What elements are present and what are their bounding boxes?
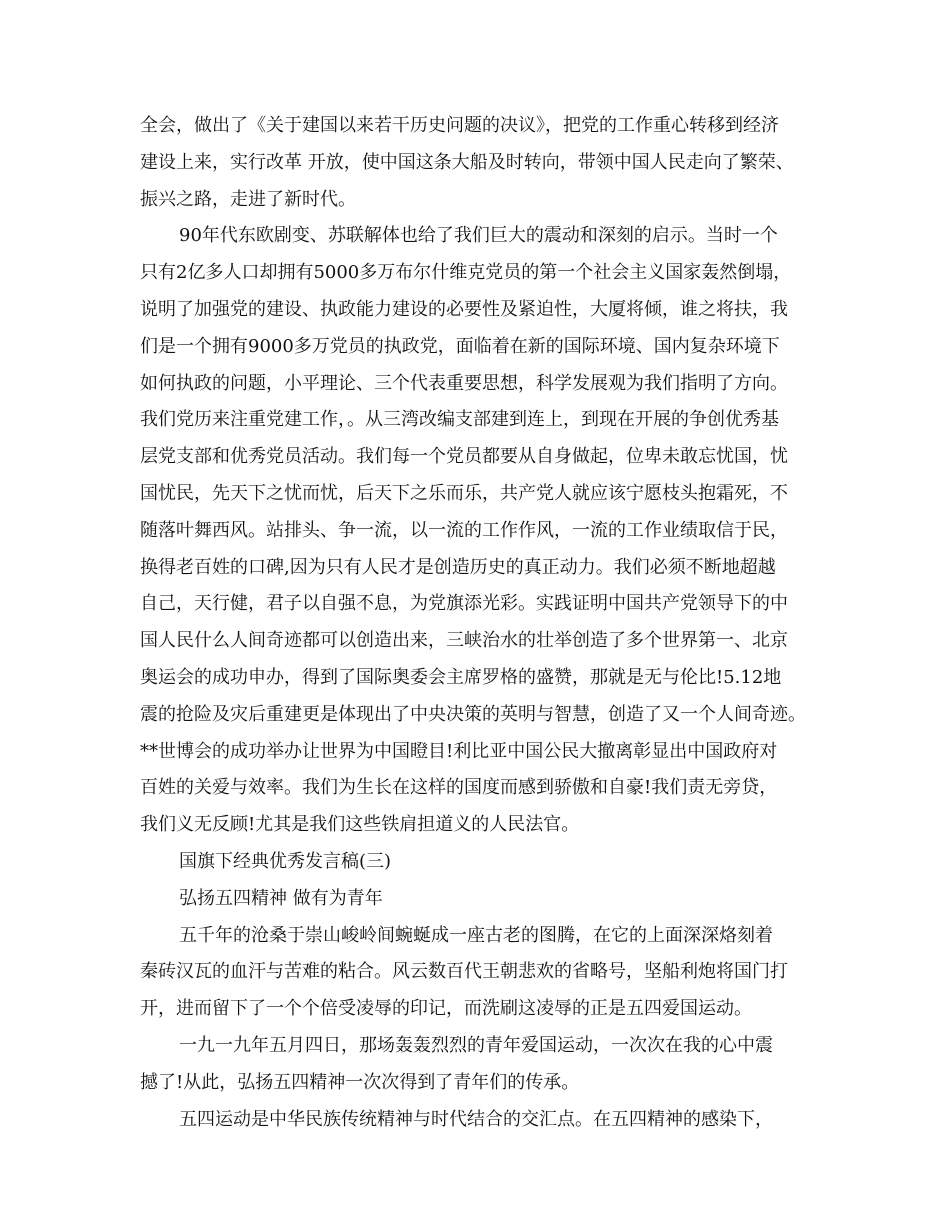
text-line: 全会，做出了《关于建国以来若干历史问题的决议》，把党的工作重心转移到经济 [140, 115, 779, 136]
text-line: **世博会的成功举办让世界为中国瞪目!利比亚中国公民大撤离彰显出中国政府对 [140, 740, 778, 762]
text-line: 说明了加强党的建设、执政能力建设的必要性及紧迫性，大厦将倾，谁之将扶，我 [140, 298, 788, 320]
text-line: 振兴之路，走进了新时代。 [140, 188, 356, 210]
text-line: 五千年的沧桑于崇山峻岭间蜿蜒成一座古老的图腾，在它的上面深深烙刻着 [179, 924, 773, 946]
text-line: 我们党历来注重党建工作，。从三湾改编支部建到连上，到现在开展的争创优秀基 [140, 409, 779, 431]
text-line: 国旗下经典优秀发言稿(三) [179, 850, 392, 872]
text-line: 开，进而留下了一个个倍受凌辱的印记，而洗刷这凌辱的正是五四爱国运动。 [140, 998, 752, 1020]
text-line: 我们义无反顾!尤其是我们这些铁肩担道义的人民法官。 [140, 814, 580, 836]
document-body [140, 108, 830, 1138]
text-line: 撼了!从此，弘扬五四精神一次次得到了青年们的传承。 [140, 1071, 580, 1093]
text-line: 弘扬五四精神 做有为青年 [179, 887, 383, 909]
text-line: 震的抢险及灾后重建更是体现出了中央决策的英明与智慧，创造了又一个人间奇迹。 [140, 703, 806, 725]
text-line: 百姓的关爱与效率。我们为生长在这样的国度而感到骄傲和自豪!我们责无旁贷， [140, 777, 778, 799]
text-line: 层党支部和优秀党员活动。我们每一个党员都要从自身做起，位卑未敢忘忧国，忧 [140, 446, 788, 468]
text-line: 一九一九年五月四日，那场轰轰烈烈的青年爱国运动，一次次在我的心中震 [179, 1034, 773, 1056]
text-line: 换得老百姓的口碑,因为只有人民才是创造历史的真正动力。我们必须不断地超越 [140, 556, 776, 578]
text-line: 随落叶舞西风。站排头、争一流，以一流的工作作风，一流的工作业绩取信于民， [140, 519, 788, 541]
text-line: 们是一个拥有9000多万党员的执政党，面临着在新的国际环境、国内复杂环境下 [140, 335, 780, 357]
text-line: 如何执政的问题，小平理论、三个代表重要思想，科学发展观为我们指明了方向。 [140, 372, 788, 394]
text-line: 90年代东欧剧变、苏联解体也给了我们巨大的震动和深刻的启示。当时一个 [179, 225, 778, 247]
text-line: 只有2亿多人口却拥有5000多万布尔什维克党员的第一个社会主义国家轰然倒塌， [140, 262, 792, 284]
text-line: 奥运会的成功申办，得到了国际奥委会主席罗格的盛赞，那就是无与伦比!5.12地 [140, 666, 782, 688]
text-line: 秦砖汉瓦的血汗与苦难的粘合。风云数百代王朝悲欢的省略号，坚船利炮将国门打 [140, 961, 788, 983]
text-line: 国人民什么人间奇迹都可以创造出来，三峡治水的壮举创造了多个世界第一、北京 [140, 630, 788, 652]
text-line: 自己，天行健，君子以自强不息，为党旗添光彩。实践证明中国共产党领导下的中 [140, 593, 788, 615]
text-line: 五四运动是中华民族传统精神与时代结合的交汇点。在五四精神的感染下， [179, 1108, 773, 1130]
text-line: 建设上来，实行改革 开放，使中国这条大船及时转向，带领中国人民走向了繁荣、 [140, 151, 794, 173]
text-line: 国忧民，先天下之忧而忧，后天下之乐而乐，共产党人就应该宁愿枝头抱霜死，不 [140, 482, 788, 504]
